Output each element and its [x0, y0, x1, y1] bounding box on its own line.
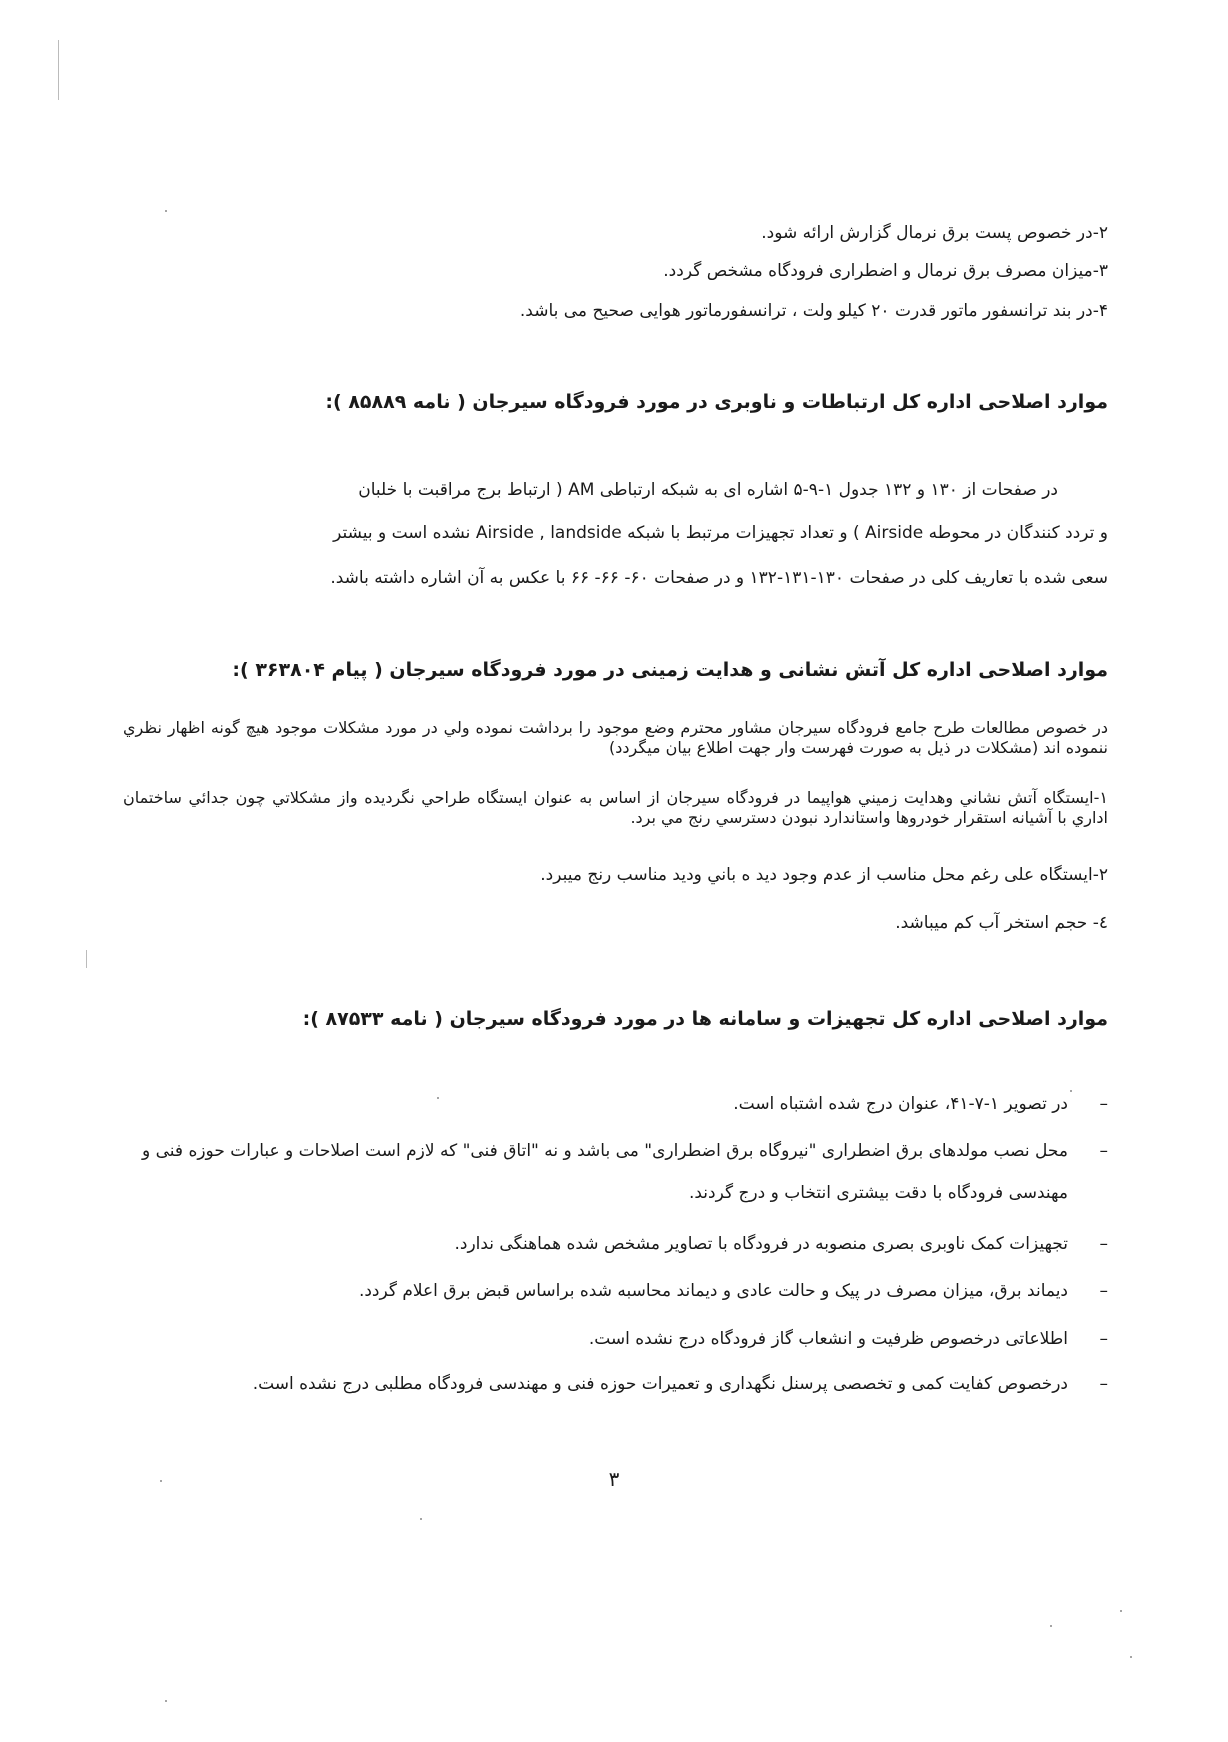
section2-heading: موارد اصلاحی اداره کل آتش نشانی و هدایت زمینی در مورد فرودگاه سیرجان ( پیام ۳۶۳۸۰۴ ): [232, 659, 1108, 681]
section3-bullet-5 [108, 1318, 1108, 1360]
intro-item-2: ۲-در خصوص پست برق نرمال گزارش ارائه شود. [761, 223, 1108, 243]
scan-edge-mark [58, 40, 59, 100]
bullet-marker: – [1099, 1234, 1108, 1254]
scan-speck [160, 1480, 162, 1482]
section2-item-2: ۲-ایستگاه علی رغم محل مناسب از عدم وجود دید ه باني ودید مناسب رنج میبرد. [540, 865, 1108, 885]
section3-bullet-3 [108, 1223, 1108, 1265]
scan-speck [437, 1097, 439, 1099]
scan-speck [165, 1700, 167, 1702]
section3-bullet-6 [108, 1363, 1108, 1405]
scan-edge-mark [86, 950, 87, 968]
scan-speck [1070, 1090, 1072, 1092]
section1-line-1: در صفحات از ۱۳۰ و ۱۳۲ جدول ۱-۹-۵ اشاره ای به شبکه ارتباطی AM ( ارتباط برج مراقبت با خلبان [358, 480, 1058, 500]
bullet-text: تجهیزات کمک ناوبری بصری منصوبه در فرودگاه با تصاویر مشخص شده هماهنگی ندارد. [454, 1234, 1068, 1254]
bullet-text: دیماند برق، میزان مصرف در پیک و حالت عادی و دیماند محاسبه شده براساس قبض برق اعلام گردد. [358, 1281, 1068, 1301]
scan-speck [1120, 1610, 1122, 1612]
bullet-marker: – [1099, 1374, 1108, 1394]
section3-bullet-2 [108, 1130, 1108, 1214]
bullet-marker: – [1099, 1281, 1108, 1301]
intro-item-3: ۳-میزان مصرف برق نرمال و اضطراری فرودگاه مشخص گردد. [663, 261, 1108, 281]
scan-speck [165, 210, 167, 212]
section2-paragraph: در خصوص مطالعات طرح جامع فرودگاه سیرجان مشاور محترم وضع موجود را برداشت نموده ولي در مورد مشکلات موجود هیچ گونه اظهار نظري ننموده اند (مشکلات در ذیل به صورت فهرست وار جهت اطلاع بیان میگردد) [123, 718, 1108, 757]
bullet-text: اطلاعاتی درخصوص ظرفیت و انشعاب گاز فرودگاه درج نشده است. [588, 1329, 1068, 1349]
scan-speck [1050, 1625, 1052, 1627]
bullet-text: درخصوص کفایت کمی و تخصصی پرسنل نگهداری و تعمیرات حوزه فنی و مهندسی فرودگاه مطلبی درج نشده است. [252, 1374, 1068, 1394]
bullet-text: در تصویر ۱-۷-۴۱، عنوان درج شده اشتباه است. [733, 1094, 1068, 1114]
scan-speck [420, 1518, 422, 1520]
section1-heading: موارد اصلاحی اداره کل ارتباطات و ناوبری در مورد فرودگاه سیرجان ( نامه ۸۵۸۸۹ ): [325, 391, 1108, 413]
section3-heading: موارد اصلاحی اداره کل تجهیزات و سامانه ها در مورد فرودگاه سیرجان ( نامه ۸۷۵۳۳ ): [302, 1008, 1108, 1030]
section1-line-3: سعی شده با تعاریف کلی در صفحات ۱۳۰-۱۳۱-۱۳۲ و در صفحات ۶۰- ۶۶- ۶۶ با عکس به آن اشاره داشته باشد. [330, 568, 1108, 588]
scan-speck [1130, 1656, 1132, 1658]
bullet-marker: – [1099, 1329, 1108, 1349]
section2-item-3: ٤- حجم استخر آب کم میباشد. [895, 913, 1108, 933]
section3-bullet-4 [108, 1270, 1108, 1312]
bullet-marker: – [1099, 1141, 1108, 1161]
section2-item-1: ۱-ایستگاه آتش نشاني وهدایت زمیني هواپیما در فرودگاه سیرجان از اساس به عنوان ایستگاه طراحي نگردیده واز مشکلاتي چون جدائي ساختمان اداري با آشیانه استقرار خودروها واستاندارد نبودن دسترسي رنج مي برد. [123, 788, 1108, 827]
section1-line-2: و تردد کنندگان در محوطه Airside ) و تعداد تجهیزات مرتبط با شبکه Airside , landside نشده است و بیشتر [333, 523, 1108, 543]
section3-bullet-1 [108, 1083, 1108, 1125]
intro-item-4: ۴-در بند ترانسفور ماتور قدرت ۲۰ کیلو ولت ، ترانسفورماتور هوایی صحیح می باشد. [519, 301, 1108, 321]
page-number: ۳ [608, 1467, 620, 1491]
bullet-text: محل نصب مولدهای برق اضطراری "نیروگاه برق اضطراری" می باشد و نه "اتاق فنی" که لازم است اصلاحات و عبارات حوزه فنی و مهندسی فرودگاه با دقت بیشتری انتخاب و درج گردند. [142, 1141, 1068, 1203]
bullet-marker: – [1099, 1094, 1108, 1114]
